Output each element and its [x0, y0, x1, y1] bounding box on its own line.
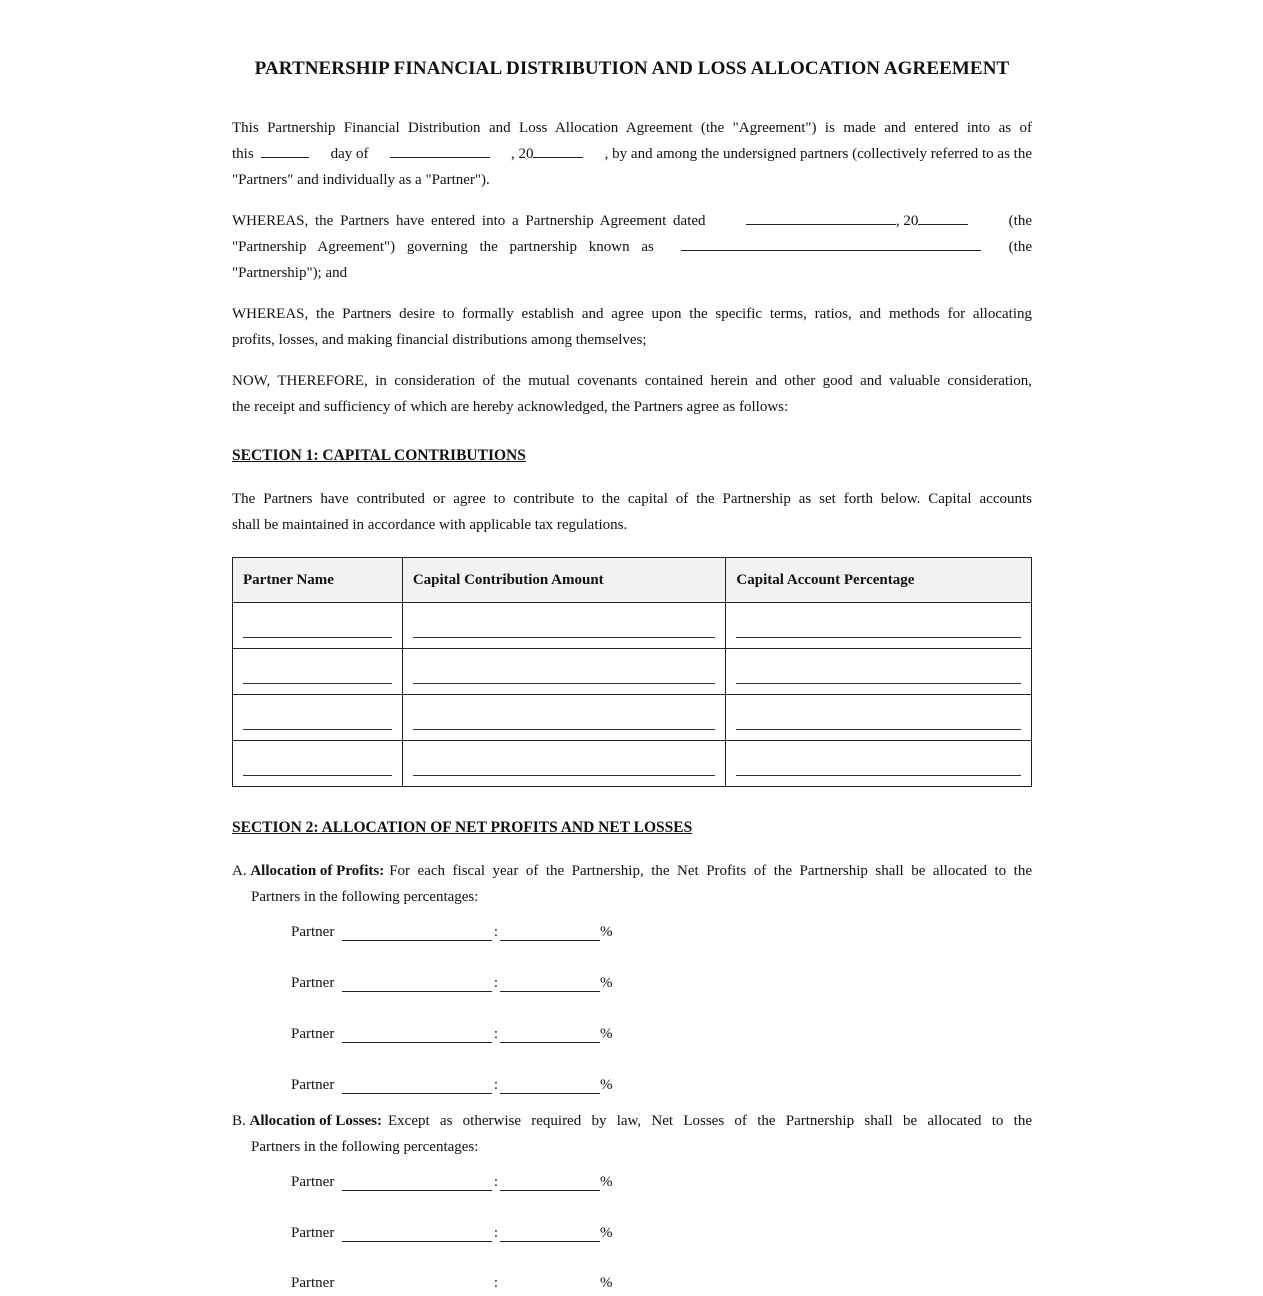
account-percentage-cell[interactable]: [726, 603, 1032, 649]
losses-line-2: Partners in the following percentages:: [251, 1139, 479, 1155]
loss-partner-name-blank[interactable]: [342, 1223, 492, 1242]
partner-name-cell[interactable]: [233, 649, 403, 695]
loss-partner-name-blank[interactable]: [342, 1274, 492, 1292]
whereas-paragraph-1: [232, 208, 1032, 286]
document-title: PARTNERSHIP FINANCIAL DISTRIBUTION AND LOSS ALLOCATION AGREEMENT: [254, 58, 1010, 79]
section1-line-2: shall be maintained in accordance with applicable tax regulations.: [232, 517, 628, 533]
now-therefore-line-1: NOW, THEREFORE, in consideration of the mutual covenants contained herein and other good and valuable consideration,: [232, 373, 1032, 389]
profit-partner-row: Partner : %: [291, 1077, 613, 1093]
month-blank[interactable]: [390, 141, 490, 158]
loss-percentage-blank[interactable]: [500, 1274, 600, 1292]
profits-line-2: Partners in the following percentages:: [251, 889, 479, 905]
profits-line-1: A. Allocation of Profits: For each fiscal year of the Partnership, the Net Profits of the Partnership shall be allocated to the: [232, 863, 1032, 879]
profit-partner-name-blank[interactable]: [342, 922, 492, 941]
table-header-row: [233, 558, 1032, 603]
now-therefore-paragraph: [232, 368, 1032, 420]
contribution-amount-cell[interactable]: [402, 603, 726, 649]
table-row: [233, 695, 1032, 741]
contribution-amount-cell[interactable]: [402, 741, 726, 787]
intro-paragraph: [232, 115, 1032, 193]
partner-name-cell[interactable]: [233, 741, 403, 787]
partner-name-cell[interactable]: [233, 603, 403, 649]
whereas1-line-3: "Partnership"); and: [232, 265, 348, 281]
account-percentage-cell[interactable]: [726, 695, 1032, 741]
losses-line-1: B. Allocation of Losses: Except as otherwise required by law, Net Losses of the Partnership shall be allocated to the: [232, 1113, 1032, 1129]
contribution-amount-cell[interactable]: [402, 695, 726, 741]
whereas2-line-2: profits, losses, and making financial distributions among themselves;: [232, 332, 647, 348]
agreement-year-blank[interactable]: [918, 208, 968, 225]
header-partner-name: Partner Name: [233, 558, 403, 603]
agreement-date-blank[interactable]: [746, 208, 896, 225]
partnership-name-blank[interactable]: [681, 234, 981, 251]
profit-percentage-blank[interactable]: [500, 1024, 600, 1043]
whereas1-line-2: "Partnership Agreement") governing the partnership known as (the: [232, 234, 1032, 260]
partner-name-cell[interactable]: [233, 695, 403, 741]
loss-partner-row: Partner : %: [291, 1275, 613, 1291]
loss-percentage-blank[interactable]: [500, 1223, 600, 1242]
profit-partner-name-blank[interactable]: [342, 1075, 492, 1094]
account-percentage-cell[interactable]: [726, 649, 1032, 695]
loss-partner-row: Partner : %: [291, 1174, 613, 1190]
header-capital-account-percentage: Capital Account Percentage: [726, 558, 1032, 603]
losses-allocation-intro: [232, 1108, 1032, 1160]
now-therefore-line-2: the receipt and sufficiency of which are hereby acknowledged, the Partners agree as follows:: [232, 399, 789, 415]
account-percentage-cell[interactable]: [726, 741, 1032, 787]
header-capital-contribution-amount: Capital Contribution Amount: [402, 558, 726, 603]
profit-partner-row: Partner : %: [291, 975, 613, 991]
profit-partner-name-blank[interactable]: [342, 1024, 492, 1043]
contribution-amount-cell[interactable]: [402, 649, 726, 695]
day-blank[interactable]: [261, 141, 309, 158]
capital-contributions-table: [232, 557, 1032, 787]
intro-line-2: this day of , 20 , by and among the undersigned partners (collectively referred to as the: [232, 141, 1032, 167]
intro-line-3: "Partners" and individually as a "Partner").: [232, 172, 490, 188]
profit-partner-row: Partner : %: [291, 1026, 613, 1042]
profits-allocation-intro: [232, 858, 1032, 910]
table-row: [233, 741, 1032, 787]
section-1-heading: SECTION 1: CAPITAL CONTRIBUTIONS: [232, 447, 526, 464]
section-2-heading: SECTION 2: ALLOCATION OF NET PROFITS AND NET LOSSES: [232, 819, 693, 836]
table-row: [233, 603, 1032, 649]
table-row: [233, 649, 1032, 695]
year-blank[interactable]: [533, 141, 583, 158]
loss-percentage-blank[interactable]: [500, 1172, 600, 1191]
profit-partner-name-blank[interactable]: [342, 973, 492, 992]
intro-line-1: This Partnership Financial Distribution and Loss Allocation Agreement (the "Agreement") is made and entered into as of: [232, 120, 1032, 136]
whereas-paragraph-2: [232, 301, 1032, 353]
section1-line-1: The Partners have contributed or agree to contribute to the capital of the Partnership as set forth below. Capital accounts: [232, 491, 1032, 507]
whereas2-line-1: WHEREAS, the Partners desire to formally establish and agree upon the specific terms, ratios, and methods for allocating: [232, 306, 1032, 322]
profit-percentage-blank[interactable]: [500, 1075, 600, 1094]
loss-partner-name-blank[interactable]: [342, 1172, 492, 1191]
profit-partner-row: Partner : %: [291, 924, 613, 940]
section-1-paragraph: [232, 486, 1032, 538]
profit-percentage-blank[interactable]: [500, 973, 600, 992]
loss-partner-row: Partner : %: [291, 1225, 613, 1241]
whereas1-line-1: WHEREAS, the Partners have entered into a Partnership Agreement dated , 20 (the: [232, 208, 1032, 234]
profit-percentage-blank[interactable]: [500, 922, 600, 941]
